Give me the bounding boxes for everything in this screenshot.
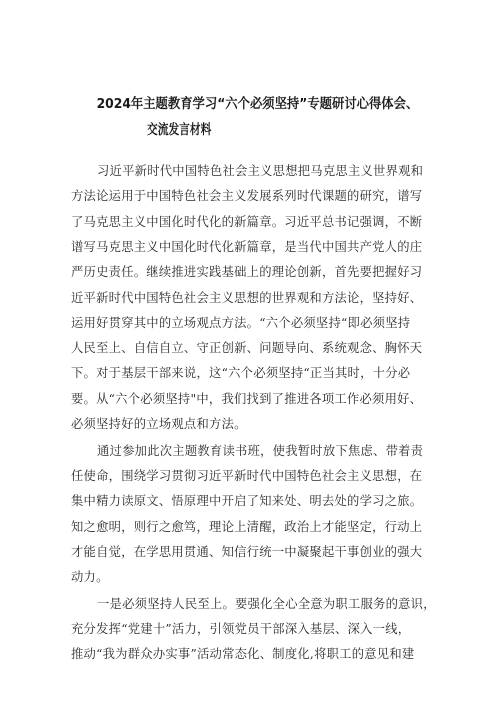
paragraph-1-line-3: 了马克思主义中国化时代化的新篇章。习近平总书记强调，不断: [71, 215, 423, 229]
paragraph-1-line-4: 谱写马克思主义中国化时代化新篇章，是当代中国共产党人的庄: [71, 240, 423, 254]
paragraph-2-line-3: 集中精力读原文、悟原理中开启了知来处、明去处的学习之旅。: [71, 494, 423, 508]
document-title-continued: 交流发言材料: [147, 122, 212, 138]
paragraph-1-line-7: 运用好贯穿其中的立场观点方法。“六个必须坚持“即必须坚持: [71, 316, 411, 330]
paragraph-1-line-9: 下。对于基层干部来说，这“六个必须坚持“正当其时，十分必: [71, 366, 411, 380]
paragraph-3-line-2: 充分发挥“党建十”活力，引领党员干部深入基层、深入一线，: [71, 622, 411, 636]
paragraph-1-line-2: 方法论运用于中国特色社会主义发展系列时代课题的研究，谱写: [71, 189, 423, 203]
paragraph-3-line-1: 一是必须坚持人民至上。要强化全心全意为职工服务的意识，: [97, 597, 436, 611]
paragraph-1-line-1: 习近平新时代中国特色社会主义思想把马克思主义世界观和: [97, 164, 424, 178]
paragraph-1-line-11: 必须坚持好的立场观点和方法。: [71, 417, 247, 431]
paragraph-2-line-2: 任使命，围绕学习贯彻习近平新时代中国特色社会主义思想，在: [71, 469, 423, 483]
paragraph-2-line-6: 动力。: [71, 570, 109, 584]
paragraph-1-line-8: 人民至上、自信自立、守正创新、问题导向、系统观念、胸怀天: [71, 341, 423, 355]
paragraph-2-line-5: 才能自觉，在学思用贯通、知信行统一中凝聚起干事创业的强大: [71, 545, 423, 559]
paragraph-1-line-6: 近平新时代中国特色社会主义思想的世界观和方法论，坚持好、: [71, 291, 423, 305]
paragraph-3-line-3: 推动“我为群众办实事”活动常态化、制度化,将职工的意见和建: [71, 647, 415, 661]
paragraph-1-line-5: 严历史责任。继续推进实践基础上的理论创新，首先要把握好习: [71, 265, 423, 279]
paragraph-1-line-10: 要。从“六个必须坚持"中，我们找到了推进各项工作必须用好、: [71, 392, 423, 406]
paragraph-2-line-4: 知之愈明，则行之愈笃，理论上清醒，政治上才能坚定，行动上: [71, 520, 423, 534]
document-title: 2024年主题教育学习“六个必须坚持”专题研讨心得体会、: [96, 96, 419, 112]
paragraph-2-line-1: 通过参加此次主题教育读书班，使我暂时放下焦虑、带着责: [97, 444, 424, 458]
